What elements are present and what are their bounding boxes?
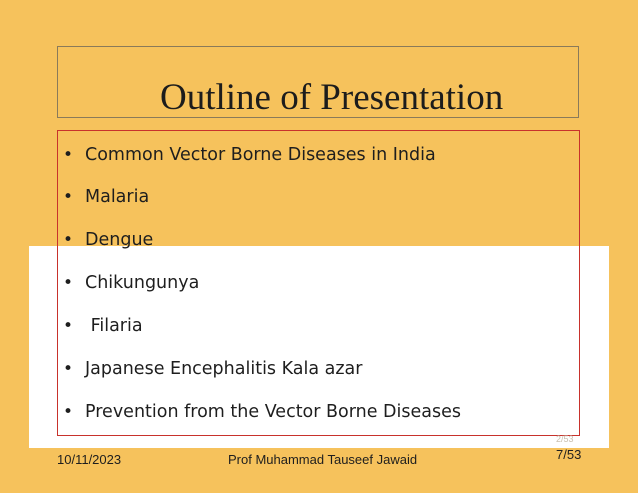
bullet-dot: • — [63, 145, 74, 165]
bullet-text: Malaria — [85, 187, 150, 207]
slide-title: Outline of Presentation — [160, 77, 504, 118]
bullet-item — [57, 140, 436, 170]
bullet-text: Dengue — [85, 230, 154, 250]
bullet-dot: • — [63, 187, 74, 207]
bullet-item — [57, 354, 362, 384]
bullet-item — [57, 225, 153, 255]
bullet-dot: • — [63, 273, 74, 293]
bullet-text: Filaria — [85, 316, 143, 336]
bullet-item — [57, 182, 149, 212]
page-watermark: 2/53 — [556, 434, 574, 444]
footer-date: 10/11/2023 — [57, 452, 122, 467]
bullet-text: Prevention from the Vector Borne Diseases — [85, 402, 461, 422]
bullet-item — [57, 311, 143, 341]
bullet-item — [57, 268, 199, 298]
bullet-dot: • — [63, 402, 74, 422]
footer-author: Prof Muhammad Tauseef Jawaid — [228, 452, 418, 467]
bullet-text: Common Vector Borne Diseases in India — [85, 145, 436, 165]
page-number: 7/53 — [556, 447, 582, 462]
bullet-dot: • — [63, 359, 74, 379]
bullet-item — [57, 397, 461, 427]
bullet-dot: • — [63, 230, 74, 250]
bullet-dot: • — [63, 316, 74, 336]
bullet-text: Chikungunya — [85, 273, 200, 293]
bullet-text: Japanese Encephalitis Kala azar — [85, 359, 363, 379]
